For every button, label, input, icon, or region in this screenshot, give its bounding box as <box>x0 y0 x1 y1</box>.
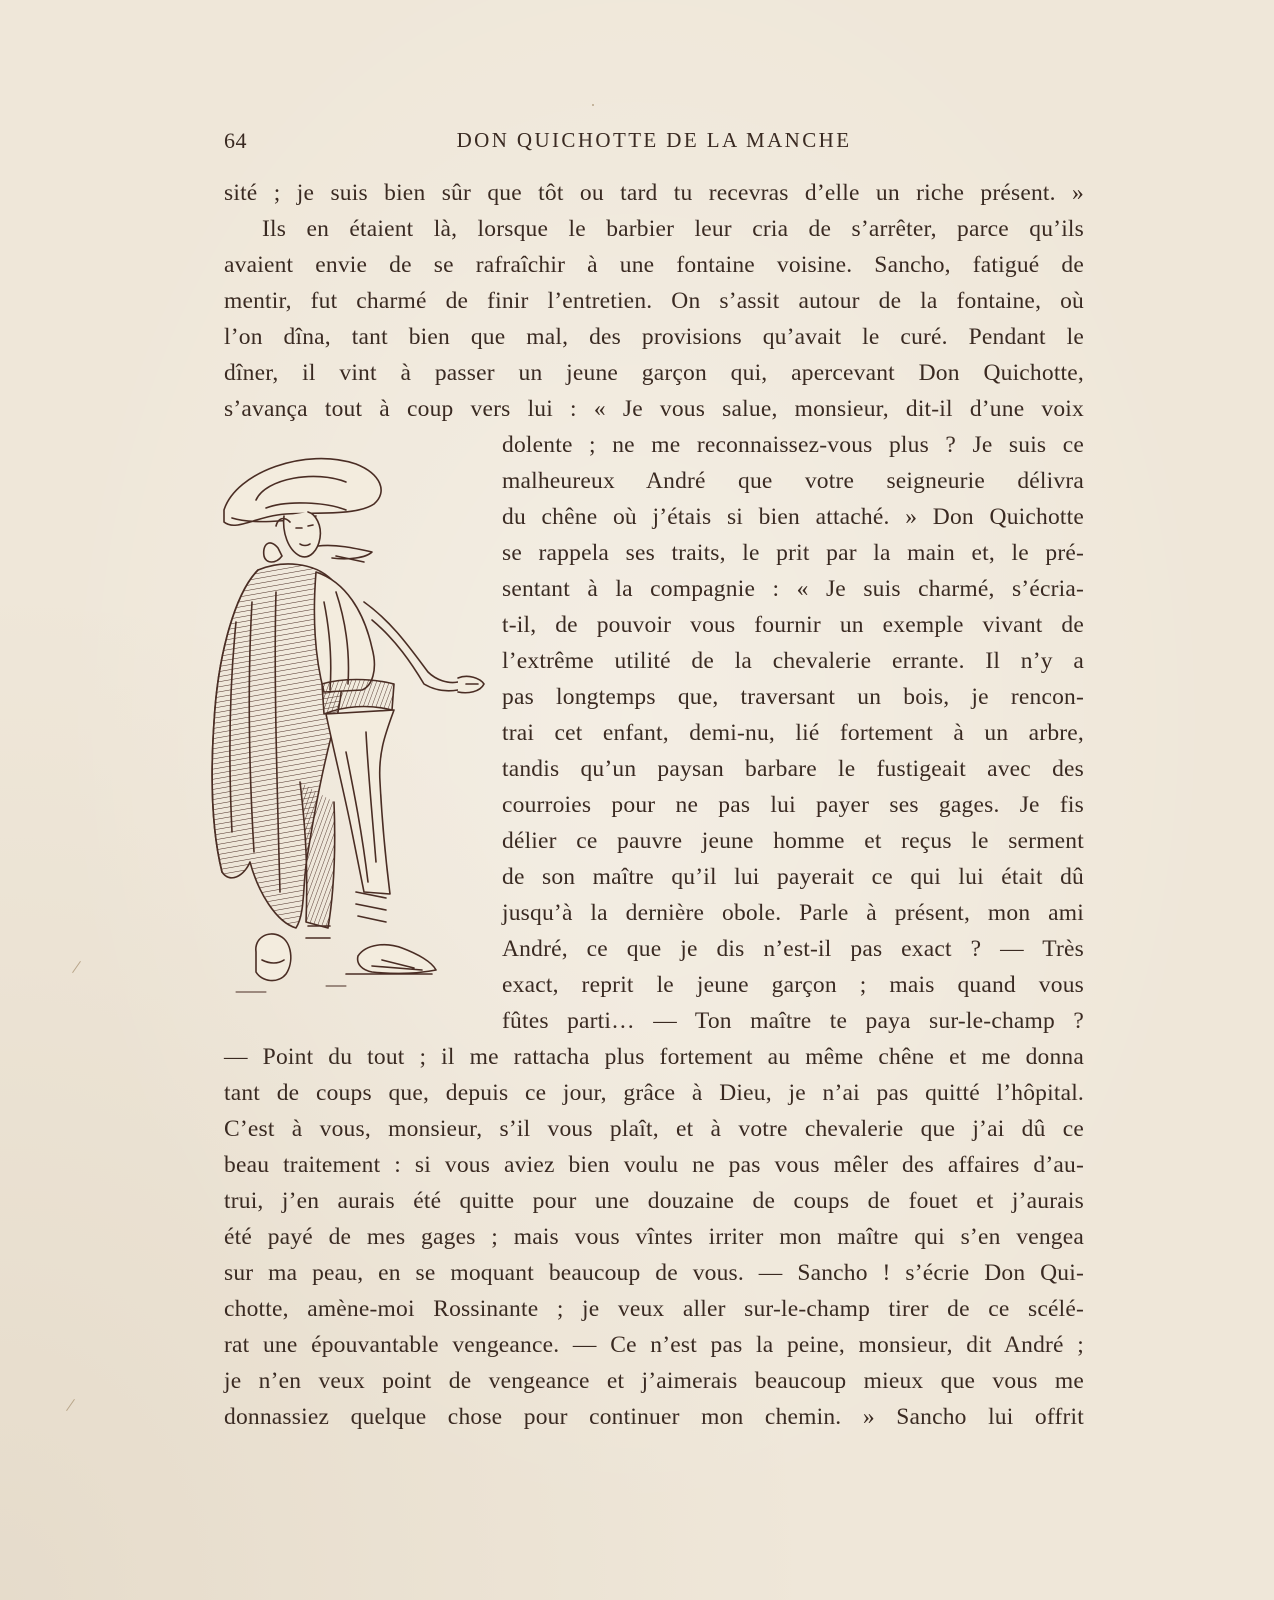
text-line: tant de coups que, depuis ce jour, grâce à Dieu, je n’ai pas quitté l’hôpital. <box>224 1080 1084 1106</box>
boy-illustration <box>196 452 496 1012</box>
text-line: délier ce pauvre jeune homme et reçus le serment <box>502 828 1084 854</box>
text-line: exact, reprit le jeune garçon ; mais quand vous <box>502 972 1084 998</box>
text-line: chotte, amène-moi Rossinante ; je veux aller sur-le-champ tirer de ce scélé- <box>224 1296 1084 1322</box>
paragraph-first-line: Ils en étaient là, lorsque le barbier leur cria de s’arrêter, parce qu’ils <box>262 216 1084 242</box>
text-line: mentir, fut charmé de finir l’entretien. On s’assit autour de la fontaine, où <box>224 288 1084 314</box>
text-line: l’on dîna, tant bien que mal, des provisions qu’avait le curé. Pendant le <box>224 324 1084 350</box>
text-line: jusqu’à la dernière obole. Parle à présent, mon ami <box>502 900 1084 926</box>
paper-speck <box>592 104 594 106</box>
text-line: C’est à vous, monsieur, s’il vous plaît, et à votre chevalerie que j’ai dû ce <box>224 1116 1084 1142</box>
text-line: je n’en veux point de vengeance et j’aimerais beaucoup mieux que vous me <box>224 1368 1084 1394</box>
text-line: trui, j’en aurais été quitte pour une douzaine de coups de fouet et j’aurais <box>224 1188 1084 1214</box>
text-line: l’extrême utilité de la chevalerie errante. Il n’y a <box>502 648 1084 674</box>
text-line: sur ma peau, en se moquant beaucoup de vous. — Sancho ! s’écrie Don Qui- <box>224 1260 1084 1286</box>
text-line: t-il, de pouvoir vous fournir un exemple vivant de <box>502 612 1084 638</box>
text-line: tandis qu’un paysan barbare le fustigeait avec des <box>502 756 1084 782</box>
text-line: du chêne où j’étais si bien attaché. » Don Quichotte <box>502 504 1084 530</box>
text-line: dolente ; ne me reconnaissez-vous plus ? Je suis ce <box>502 432 1084 458</box>
text-line: se rappela ses traits, le prit par la main et, le pré- <box>502 540 1084 566</box>
running-head <box>224 128 1084 158</box>
text-line: pas longtemps que, traversant un bois, je rencon- <box>502 684 1084 710</box>
text-line: sentant à la compagnie : « Je suis charmé, s’écria- <box>502 576 1084 602</box>
text-line: courroies pour ne pas lui payer ses gages. Je fis <box>502 792 1084 818</box>
page-number: 64 <box>224 128 247 153</box>
text-line: malheureux André que votre seigneurie délivra <box>502 468 1084 494</box>
text-line: trai cet enfant, demi-nu, lié fortement à un arbre, <box>502 720 1084 746</box>
paper-mark <box>72 961 81 973</box>
text-line: fûtes parti… — Ton maître te paya sur-le-champ ? <box>502 1008 1084 1034</box>
text-line: s’avança tout à coup vers lui : « Je vous salue, monsieur, dit-il d’une voix <box>224 396 1084 422</box>
text-line: de son maître qu’il lui payerait ce qui lui était dû <box>502 864 1084 890</box>
paper-mark <box>66 1399 75 1411</box>
text-line: avaient envie de se rafraîchir à une fontaine voisine. Sancho, fatigué de <box>224 252 1084 278</box>
text-line: sité ; je suis bien sûr que tôt ou tard tu recevras d’elle un riche présent. » <box>224 180 1084 206</box>
text-line: — Point du tout ; il me rattacha plus fortement au même chêne et me donna <box>224 1044 1084 1070</box>
text-line: beau traitement : si vous aviez bien voulu ne pas vous mêler des affaires d’au- <box>224 1152 1084 1178</box>
text-line: André, ce que je dis n’est-il pas exact ? — Très <box>502 936 1084 962</box>
running-title: DON QUICHOTTE DE LA MANCHE <box>456 128 852 152</box>
text-line: donnassiez quelque chose pour continuer mon chemin. » Sancho lui offrit <box>224 1404 1084 1430</box>
text-line: dîner, il vint à passer un jeune garçon qui, apercevant Don Quichotte, <box>224 360 1084 386</box>
text-line: été payé de mes gages ; mais vous vîntes irriter mon maître qui s’en vengea <box>224 1224 1084 1250</box>
text-line: rat une épouvantable vengeance. — Ce n’est pas la peine, monsieur, dit André ; <box>224 1332 1084 1358</box>
